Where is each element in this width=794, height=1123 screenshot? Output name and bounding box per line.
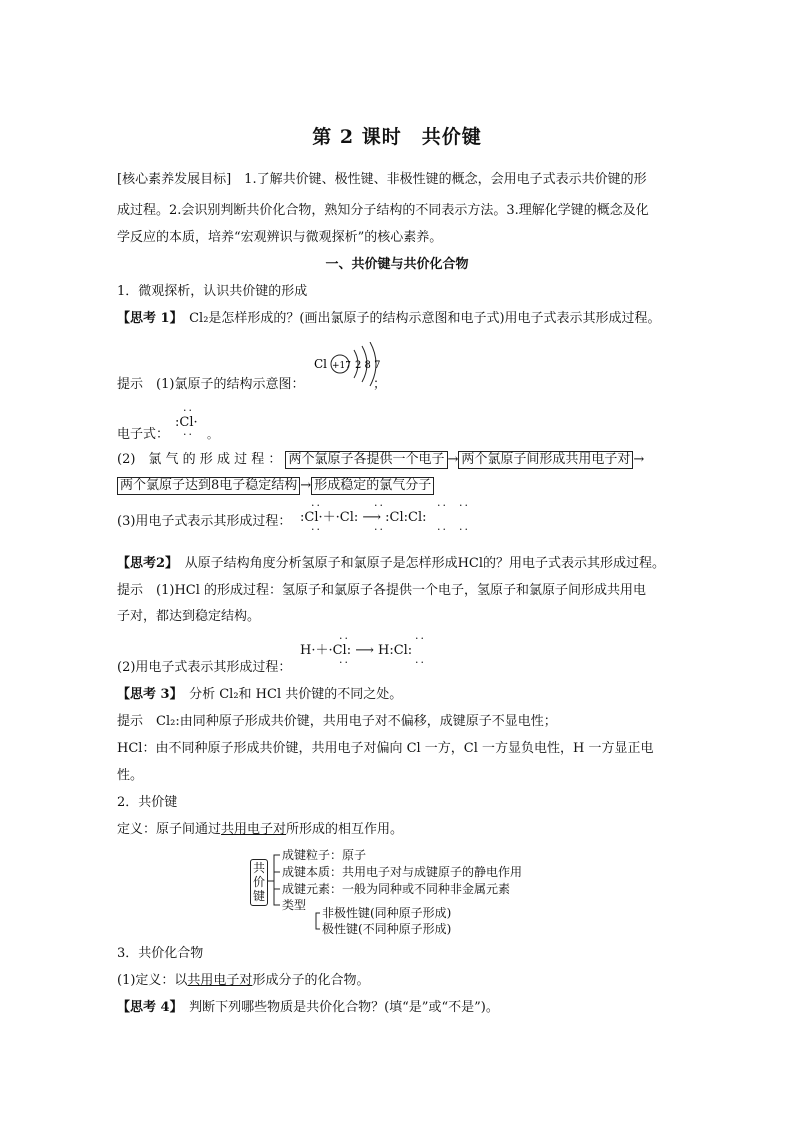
sub2-heading: 2．共价键 bbox=[117, 795, 178, 810]
def3-prefix: (1)定义：以 bbox=[117, 973, 188, 988]
intro-tag: [核心素养发展目标] bbox=[117, 172, 232, 187]
tree-item-types-label: 类型 bbox=[282, 898, 307, 912]
tree-item-elements: 成键元素：一般为同种或不同种非金属元素 bbox=[282, 882, 511, 896]
arrow-3: → bbox=[300, 478, 312, 493]
think1-text: Cl₂是怎样形成的？(画出氯原子的结构示意图和电子式)用电子式表示其形成过程。 bbox=[189, 311, 661, 326]
definition bbox=[117, 822, 403, 838]
hint2-line1 bbox=[117, 583, 646, 599]
process2-step1: 两个氯原子各提供一个电子 bbox=[285, 451, 447, 469]
definition-prefix: 定义：原子间通过 bbox=[117, 822, 222, 837]
page-title: 第 2 课时 共价键 bbox=[312, 126, 482, 148]
atom-shells: 2 8 7 bbox=[355, 360, 381, 371]
hint3-line2: HCl：由不同种原子形成共价键，共用电子对偏向 Cl 一方，Cl 一方显负电性，H 一方显正电 bbox=[117, 741, 654, 756]
tree-item-essence: 成键本质：共用电子对与成键原子的静电作用 bbox=[282, 865, 523, 879]
hint1 bbox=[117, 377, 304, 393]
arrow-2: → bbox=[633, 452, 645, 467]
hint2-equation: ·· ·· H·＋·Cl: ⟶ H:Cl: ·· ·· bbox=[300, 632, 426, 669]
electron-formula: ·· :Cl· ·· 。 bbox=[175, 404, 220, 441]
hint3-line3: 性。 bbox=[117, 768, 144, 783]
hint2-line3: (2)用电子式表示其形成过程： bbox=[117, 660, 292, 675]
intro-line3: 学反应的本质，培养“宏观辨识与微观探析”的核心素养。 bbox=[117, 230, 443, 245]
tree-type-polar: 极性键(不同种原子形成) bbox=[322, 922, 452, 936]
think4-tag: 【思考 4】 bbox=[117, 1000, 177, 1015]
sub3-heading: 3．共价化合物 bbox=[117, 946, 204, 961]
atom-nucleus: +17 bbox=[332, 361, 351, 371]
think2-tag: 【思考2】 bbox=[117, 556, 172, 571]
think4 bbox=[117, 1000, 499, 1016]
chlorine-atom-diagram bbox=[312, 342, 402, 388]
hint2-eq: H·＋·Cl: ⟶ H:Cl: bbox=[300, 643, 413, 658]
def3-underlined: 共用电子对 bbox=[187, 973, 253, 988]
definition-underlined: 共用电子对 bbox=[221, 822, 287, 837]
electron-formula-label: 电子式： bbox=[117, 427, 170, 442]
sub1-heading: 1．微观探析，认识共价键的形成 bbox=[117, 284, 308, 299]
process2-step3: 两个氯原子达到8电子稳定结构 bbox=[117, 477, 300, 495]
process2-line1 bbox=[117, 451, 644, 469]
think3 bbox=[117, 687, 402, 703]
def3 bbox=[117, 973, 369, 989]
think3-tag: 【思考 3】 bbox=[117, 687, 177, 702]
process2-prefix: (2) 氯 气 的 形 成 过 程 ： bbox=[117, 452, 282, 467]
think2-text: 从原子结构角度分析氢原子和氯原子是怎样形成HCl的？用电子式表示其形成过程。 bbox=[184, 556, 666, 571]
think1 bbox=[117, 311, 661, 327]
process3-equation: ·· ·· ·· ·· :Cl·＋·Cl: ⟶ :Cl:Cl: ·· ·· ·· ·· bbox=[300, 499, 470, 536]
tree-item-particle: 成键粒子：原子 bbox=[282, 848, 367, 862]
hint2-label: 提示 bbox=[117, 583, 144, 598]
think3-text: 分析 Cl₂和 HCl 共价键的不同之处。 bbox=[189, 687, 403, 702]
definition-suffix: 所形成的相互作用。 bbox=[286, 822, 404, 837]
intro-text-1: 1.了解共价键、极性键、非极性键的概念，会用电子式表示共价键的形 bbox=[244, 172, 647, 187]
process3-eq: :Cl·＋·Cl: ⟶ :Cl:Cl: bbox=[300, 510, 427, 525]
electron-formula-text: :Cl· bbox=[175, 415, 198, 430]
tree-type-nonpolar: 非极性键(同种原子形成) bbox=[322, 906, 452, 920]
process2-step4: 形成稳定的氯气分子 bbox=[311, 477, 434, 495]
think1-tag: 【思考 1】 bbox=[117, 311, 177, 326]
intro-line2: 成过程。2.会识别判断共价化合物，熟知分子结构的不同表示方法。3.理解化学键的概念及化 bbox=[117, 203, 649, 218]
hint1-text: (1)氯原子的结构示意图： bbox=[156, 377, 305, 392]
atom-symbol: Cl bbox=[314, 357, 328, 371]
hint1-tail: ； bbox=[373, 377, 387, 392]
think2 bbox=[117, 556, 665, 572]
process3-prefix: (3)用电子式表示其形成过程： bbox=[117, 514, 292, 529]
hint2-text-1: (1)HCl 的形成过程：氢原子和氯原子各提供一个电子，氢原子和氯原子间形成共用电 bbox=[156, 583, 647, 598]
hint3-text-1: Cl₂:由同种原子形成共价键，共用电子对不偏移，成键原子不显电性； bbox=[156, 714, 557, 729]
tree-root: 共价键 bbox=[250, 859, 268, 906]
hint3-line1 bbox=[117, 714, 557, 730]
process2-line2 bbox=[117, 477, 434, 495]
hint2-line2: 子对，都达到稳定结构。 bbox=[117, 609, 261, 624]
arrow-1: → bbox=[447, 452, 459, 467]
hint3-label: 提示 bbox=[117, 714, 144, 729]
def3-suffix: 形成分子的化合物。 bbox=[252, 973, 370, 988]
intro-line1 bbox=[117, 172, 647, 188]
covalent-bond-tree bbox=[250, 845, 540, 937]
electron-formula-end: 。 bbox=[207, 428, 220, 441]
hint1-label: 提示 bbox=[117, 377, 144, 392]
process2-step2: 两个氯原子间形成共用电子对 bbox=[458, 451, 633, 469]
think4-text: 判断下列哪些物质是共价化合物？(填“是”或“不是”)。 bbox=[189, 1000, 499, 1015]
section1-title: 一、共价键与共价化合物 bbox=[325, 257, 469, 272]
